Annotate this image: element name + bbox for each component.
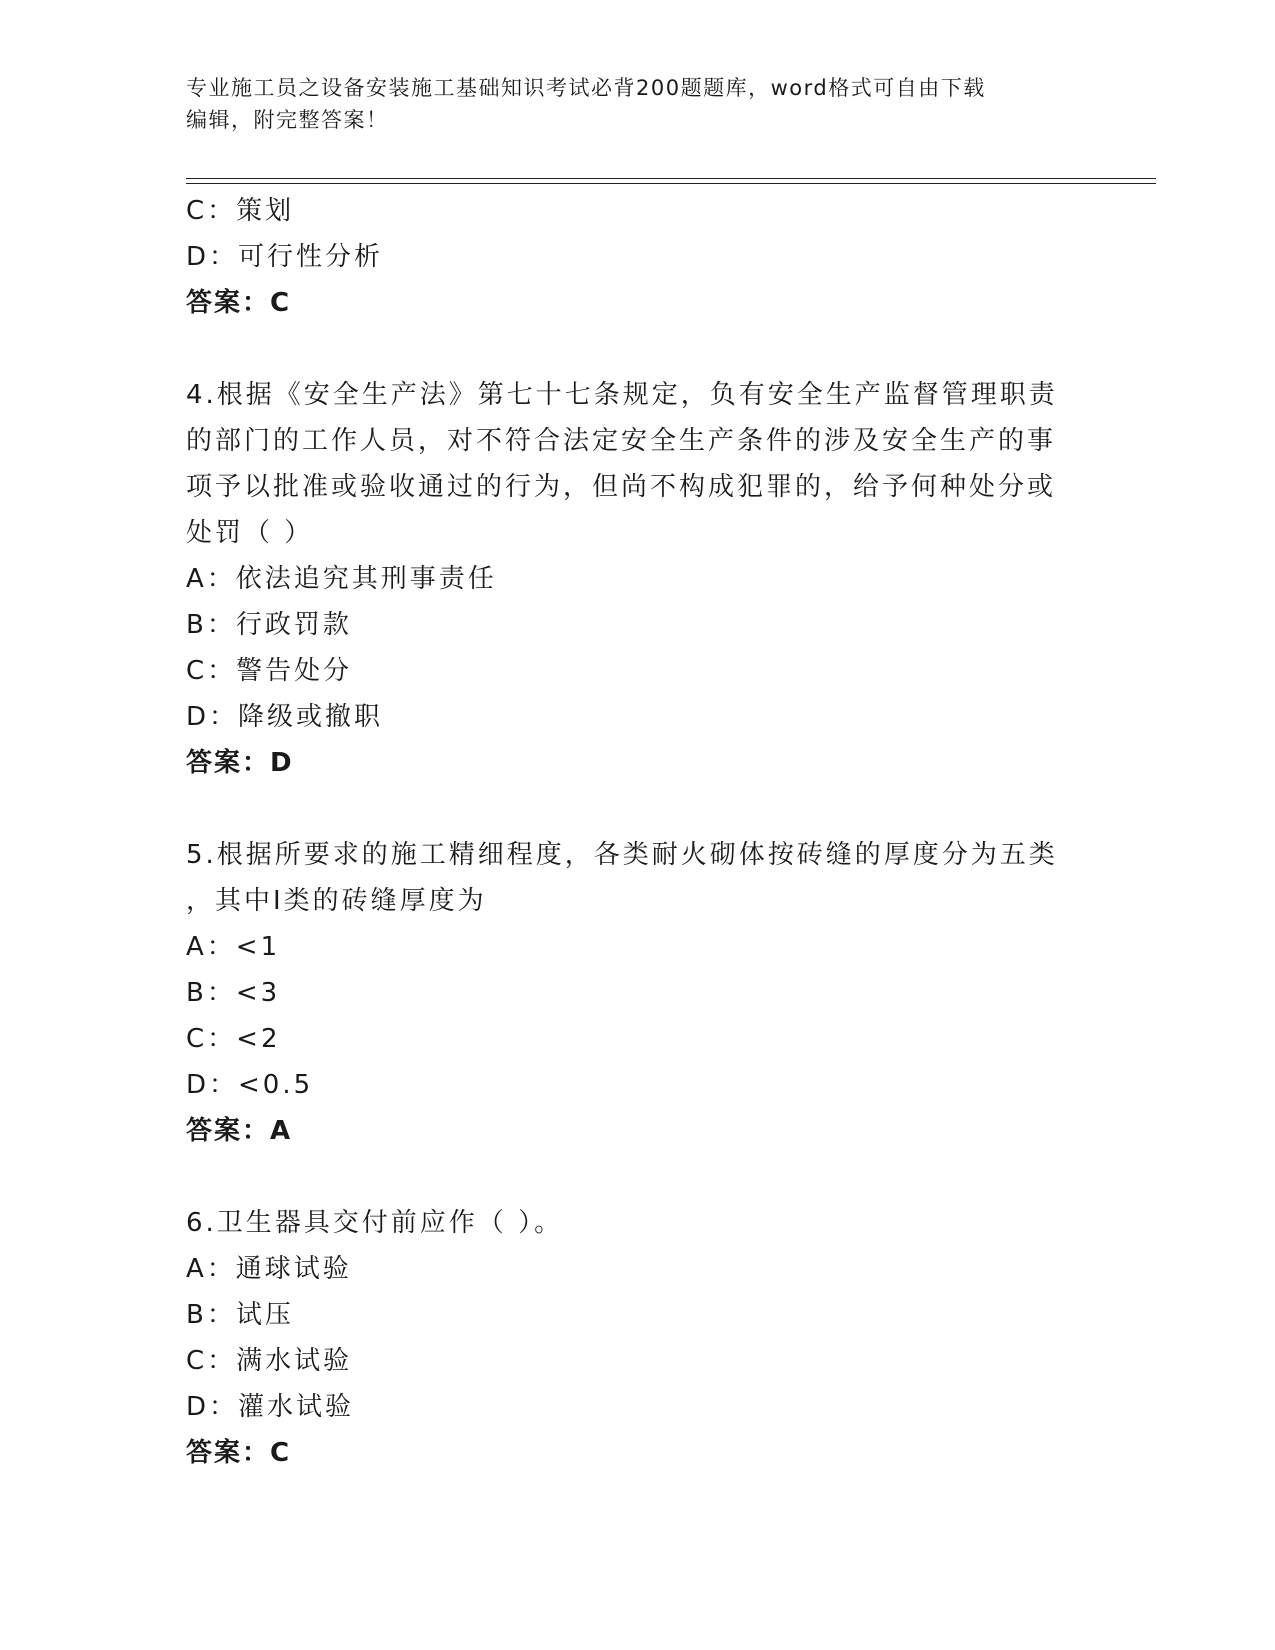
option-d: D：<0.5 bbox=[186, 1070, 314, 1100]
spacer bbox=[186, 1154, 1086, 1200]
option-b: B：试压 bbox=[186, 1300, 294, 1330]
question-4 bbox=[186, 372, 1086, 786]
question-list bbox=[186, 188, 1086, 1476]
question-text-line: 的部门的工作人员，对不符合法定安全生产条件的涉及安全生产的事 bbox=[186, 426, 1057, 456]
option-a: A：<1 bbox=[186, 932, 281, 962]
option-c: C：警告处分 bbox=[186, 656, 353, 686]
question-text-line: 4.根据《安全生产法》第七十七条规定，负有安全生产监督管理职责 bbox=[186, 380, 1058, 410]
answer-line: 答案：A bbox=[186, 1116, 293, 1146]
question-text-line: 处罚（ ） bbox=[186, 518, 314, 548]
question-3-continued bbox=[186, 188, 1086, 326]
question-text-line: 项予以批准或验收通过的行为，但尚不构成犯罪的，给予何种处分或 bbox=[186, 472, 1057, 502]
header-divider-top bbox=[186, 178, 1156, 179]
option-d: D：可行性分析 bbox=[186, 242, 384, 272]
answer-line: 答案：D bbox=[186, 748, 294, 778]
spacer bbox=[186, 786, 1086, 832]
option-d: D：降级或撤职 bbox=[186, 702, 384, 732]
question-text-line: 5.根据所要求的施工精细程度，各类耐火砌体按砖缝的厚度分为五类 bbox=[186, 840, 1058, 870]
question-text-line: 6.卫生器具交付前应作（ ）。 bbox=[186, 1208, 564, 1238]
option-b: B：<3 bbox=[186, 978, 281, 1008]
question-text-line: ，其中Ⅰ类的砖缝厚度为 bbox=[186, 886, 487, 916]
question-5 bbox=[186, 832, 1086, 1154]
option-c: C：满水试验 bbox=[186, 1346, 353, 1376]
option-a: A：通球试验 bbox=[186, 1254, 352, 1284]
option-c: C：<2 bbox=[186, 1024, 281, 1054]
header-divider-bottom bbox=[186, 183, 1156, 184]
option-b: B：行政罚款 bbox=[186, 610, 352, 640]
option-c: C：策划 bbox=[186, 196, 295, 226]
option-a: A：依法追究其刑事责任 bbox=[186, 564, 497, 594]
answer-line: 答案：C bbox=[186, 288, 292, 318]
header-title-line-1: 专业施工员之设备安装施工基础知识考试必背200题题库，word格式可自由下载 bbox=[186, 76, 986, 100]
question-6 bbox=[186, 1200, 1086, 1476]
document-header bbox=[186, 72, 1086, 136]
header-title-line-2: 编辑，附完整答案！ bbox=[186, 108, 389, 132]
spacer bbox=[186, 326, 1086, 372]
answer-line: 答案：C bbox=[186, 1438, 292, 1468]
option-d: D：灌水试验 bbox=[186, 1392, 355, 1422]
